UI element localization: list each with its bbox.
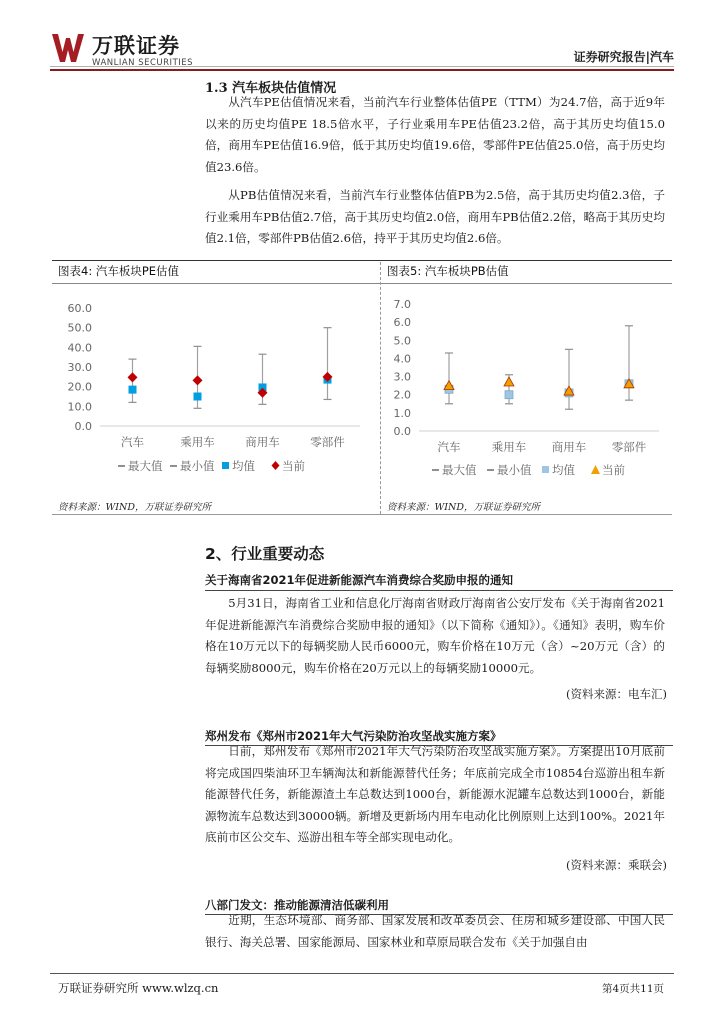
pe-legend-label: 最大值 (128, 459, 163, 473)
pe-legend-label: 当前 (282, 459, 305, 473)
footer-website: 万联证券研究所 www.wlzq.cn (58, 981, 219, 995)
news-title-hainan: 关于海南省2021年促进新能源汽车消费综合奖励申报的通知 (205, 573, 514, 587)
news-title-eight-departments: 八部门发文：推动能源清洁低碳利用 (205, 898, 389, 912)
figure4-source: 资料来源：WIND，万联证券研究所 (58, 502, 211, 513)
logo-english-name: WANLIAN SECURITIES (92, 58, 194, 68)
figure5-title: 图表5: 汽车板块PB估值 (387, 264, 509, 278)
pe-legend-label: 均值 (232, 459, 255, 473)
pe-category-label: 零部件 (310, 435, 345, 449)
figure-top-rule (52, 260, 672, 261)
pb-category-label: 零部件 (611, 440, 647, 454)
figure5-source: 资料来源：WIND，万联证券研究所 (387, 502, 540, 513)
pb-y-tick-label: 4.0 (393, 352, 411, 366)
pb-y-tick-label: 5.0 (393, 334, 411, 348)
pb-valuation-chart (384, 288, 674, 488)
pe-y-tick-label: 40.0 (67, 341, 92, 355)
pe-y-tick-label: 0.0 (74, 420, 92, 433)
logo-chinese-name: 万联证券 (92, 34, 180, 58)
pe-valuation-chart (55, 288, 375, 488)
pb-category-label: 商用车 (551, 440, 587, 454)
pe-y-tick-label: 10.0 (67, 400, 92, 414)
pe-category-label: 商用车 (245, 435, 280, 449)
pe-legend-mean-swatch (222, 462, 229, 469)
pb-y-tick-label: 1.0 (393, 406, 411, 420)
section-heading-industry-news: 2、行业重要动态 (205, 545, 325, 563)
figure-bottom-rule (52, 514, 672, 515)
pe-valuation-paragraph: 从汽车PE估值情况来看，当前汽车行业整体估值PE（TTM）为24.7倍，高于近9年以来的历史均值PE 18.5倍水平，子行业乘用车PE估值23.2倍，高于其历史均值15.0倍，商用车PE估值16.9倍，低于其历史均值19.6倍，零部件PE估值25.0倍，高于历史均值23.6倍。 (205, 95, 665, 174)
news-body-hainan: 5月31日，海南省工业和信息化厅海南省财政厅海南省公安厅发布《关于海南省2021年促进新能源汽车消费综合奖励申报的通知》（以下简称《通知》）。《通知》表明，购车价格在10万元以下的每辆奖励人民币6000元，购车价格在10万元（含）~20万元（含）的每辆奖励8000元，购车价格在20万元以上的每辆奖励10000元。 (205, 596, 665, 675)
pb-category-label: 乘用车 (491, 440, 527, 454)
page-number: 第4页共11页 (601, 983, 664, 995)
pe-category-label: 汽车 (121, 435, 144, 449)
news-body-zhengzhou: 日前，郑州发布《郑州市2021年大气污染防治攻坚战实施方案》。方案提出10月底前将完成国四柴油环卫车辆淘汰和新能源替代任务；年底前完成全市10854台巡游出租车新能源替代任务，新能源渣土车总数达到1000台，新能源水泥罐车总数达到1000台，新能源物流车总数达到30000辆。新增及更新场内用车电动化比例原则上达到100%。2021年底前市区公交车、巡游出租车等全部实现电动化。 (205, 744, 665, 845)
pb-y-tick-label: 3.0 (393, 370, 411, 384)
header-divider (50, 66, 674, 71)
footer-divider (50, 973, 674, 974)
pb-category-label: 汽车 (437, 440, 461, 454)
figure-divider (380, 262, 381, 514)
pb-valuation-paragraph: 从PB估值情况来看，当前汽车行业整体估值PB为2.5倍，高于其历史均值2.3倍，子行业乘用车PB估值2.7倍，高于其历史均值2.0倍，商用车PB估值2.2倍，略高于其历史均值2.1倍，零部件PB估值2.6倍，持平于其历史均值2.6倍。 (205, 188, 665, 246)
pe-y-tick-label: 20.0 (67, 380, 92, 394)
pb-current-point (504, 377, 514, 386)
pb-y-tick-label: 0.0 (393, 425, 411, 438)
pe-y-tick-label: 60.0 (67, 302, 92, 315)
pb-legend-current-swatch (591, 465, 600, 474)
pe-current-point (128, 372, 138, 382)
pb-legend-label: 当前 (602, 463, 625, 477)
news-source-zhengzhou: (资料来源：乘联会) (566, 858, 667, 872)
section-heading-valuation: 1.3 汽车板块估值情况 (205, 81, 337, 96)
pb-legend-label: 均值 (552, 463, 575, 477)
pe-current-point (193, 375, 203, 385)
pe-y-tick-label: 30.0 (67, 361, 92, 374)
company-logo (50, 28, 210, 68)
pe-y-tick-label: 50.0 (67, 321, 92, 335)
figure-title-rule (52, 283, 672, 284)
pe-mean-point (129, 386, 137, 394)
pb-y-tick-label: 7.0 (393, 298, 411, 311)
pb-legend-mean-swatch (542, 466, 549, 473)
pb-y-tick-label: 6.0 (393, 316, 411, 330)
pb-y-tick-label: 2.0 (393, 388, 411, 402)
pe-legend-current-swatch (272, 461, 280, 470)
pb-mean-point (505, 391, 513, 399)
news-body-eight-departments: 近期，生态环境部、商务部、国家发展和改革委员会、住房和城乡建设部、中国人民银行、海关总署、国家能源局、国家林业和草原局联合发布《关于加强自由 (205, 913, 665, 949)
pe-category-label: 乘用车 (180, 435, 215, 449)
news-source-hainan: (资料来源：电车汇) (566, 687, 667, 701)
news-title-rule (205, 590, 673, 591)
news-title-zhengzhou: 郑州发布《郑州市2021年大气污染防治攻坚战实施方案》 (205, 729, 502, 743)
wanlian-logo-icon (50, 30, 86, 66)
pb-legend-label: 最大值 (442, 463, 477, 477)
pe-legend-label: 最小值 (180, 459, 215, 473)
report-type-label: 证券研究报告|汽车 (573, 50, 674, 64)
pe-mean-point (194, 393, 202, 401)
figure4-title: 图表4: 汽车板块PE估值 (58, 264, 180, 278)
pb-legend-label: 最小值 (497, 463, 532, 477)
